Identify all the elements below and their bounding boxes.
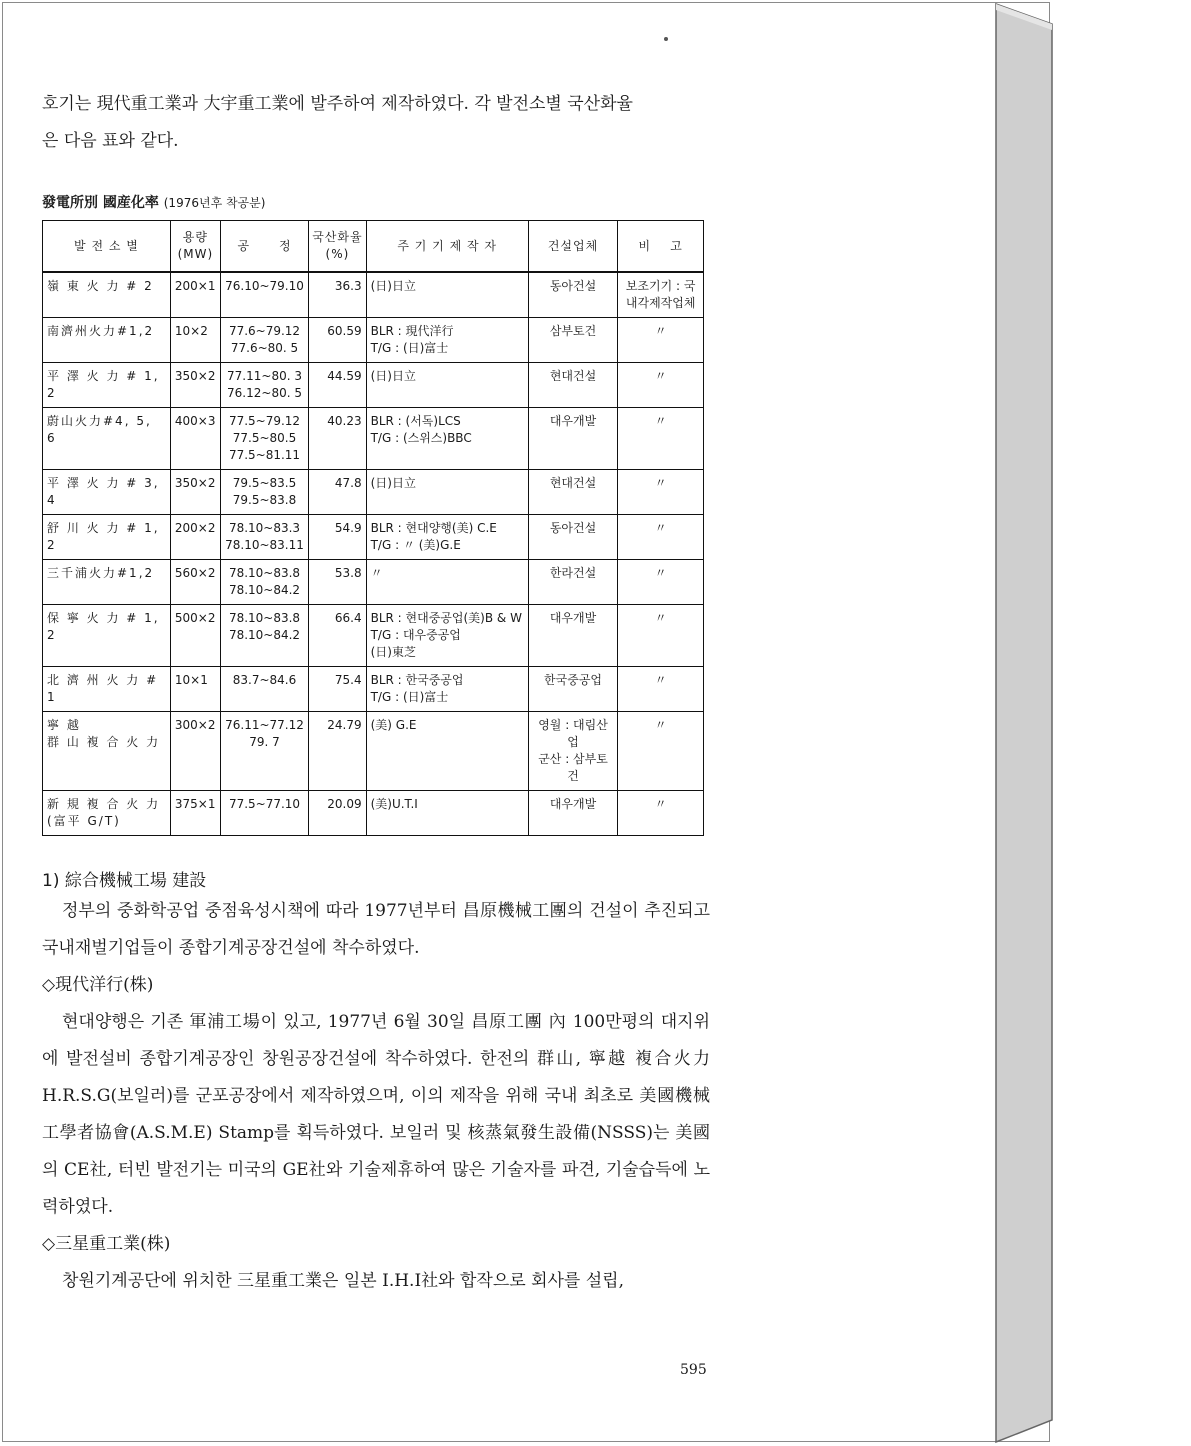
cell-period: 77.5~77.10 xyxy=(220,791,308,836)
cell-period: 76.11~77.12 79. 7 xyxy=(220,712,308,791)
table-row xyxy=(43,318,704,363)
header-note: 비 고 xyxy=(618,221,704,273)
cell-plant-name: 北 濟 州 火 力 # 1 xyxy=(43,667,171,712)
cell-builder: 한국중공업 xyxy=(528,667,618,712)
table-row xyxy=(43,515,704,560)
table-caption-title: 發電所別 國産化率 xyxy=(42,195,159,211)
table-row xyxy=(43,605,704,667)
cell-maker: (日)日立 xyxy=(366,470,528,515)
cell-builder: 현대건설 xyxy=(528,363,618,408)
table-body xyxy=(43,272,704,836)
cell-capacity: 10×2 xyxy=(170,318,220,363)
cell-builder: 영월 : 대림산업 군산 : 삼부토건 xyxy=(528,712,618,791)
cell-builder: 대우개발 xyxy=(528,791,618,836)
cell-note: 〃 xyxy=(618,408,704,470)
cell-rate: 44.59 xyxy=(309,363,366,408)
cell-period: 76.10~79.10 xyxy=(220,272,308,318)
cell-builder: 동아건설 xyxy=(528,272,618,318)
cell-builder: 삼부토건 xyxy=(528,318,618,363)
cell-rate: 20.09 xyxy=(309,791,366,836)
cell-plant-name: 三千浦火力#1,2 xyxy=(43,560,171,605)
company-paragraph-samsung: 창원기계공단에 위치한 三星重工業은 일본 I.H.I社와 합작으로 회사를 설립, xyxy=(62,1271,624,1291)
cell-capacity: 300×2 xyxy=(170,712,220,791)
cell-builder: 현대건설 xyxy=(528,470,618,515)
cell-plant-name: 嶺 東 火 力 # 2 xyxy=(43,272,171,318)
cell-rate: 47.8 xyxy=(309,470,366,515)
cell-maker: BLR : 한국중공업 T/G : (日)富士 xyxy=(366,667,528,712)
cell-builder: 대우개발 xyxy=(528,605,618,667)
cell-note: 보조기기 : 국 내각제작업체 xyxy=(618,272,704,318)
header-capacity: 용량 (MW) xyxy=(170,221,220,273)
cell-maker: BLR : (서독)LCS T/G : (스위스)BBC xyxy=(366,408,528,470)
cell-period: 78.10~83.8 78.10~84.2 xyxy=(220,560,308,605)
cell-maker: (日)日立 xyxy=(366,272,528,318)
cell-maker: 〃 xyxy=(366,560,528,605)
cell-plant-name: 平 澤 火 力 # 1, 2 xyxy=(43,363,171,408)
company-paragraph-hyundai: 현대양행은 기존 軍浦工場이 있고, 1977년 6월 30일 昌原工團 內 100만평의 대지위에 발전설비 종합기계공장인 창원공장건설에 착수하였다. 한전의 群山, 寧越 複合火力 H.R.S.G(보일러)를 군포공장에서 제작하였으며, 이의 제작을 위해 국내 최초로 美國機械工學者協會(A.S.M.E) Stamp를 획득하였다. 보일러 및 核蒸氣發生設備(NSSS)는 美國의 CE社, 터빈 발전기는 미국의 GE社와 기술제휴하여 많은 기술자를 파견, 기술습득에 노력하였다. xyxy=(42,1012,710,1217)
cell-maker: (日)日立 xyxy=(366,363,528,408)
table-row xyxy=(43,470,704,515)
cell-rate: 40.23 xyxy=(309,408,366,470)
cell-capacity: 200×2 xyxy=(170,515,220,560)
cell-capacity: 10×1 xyxy=(170,667,220,712)
cell-maker: (美) G.E xyxy=(366,712,528,791)
cell-period: 77.5~79.12 77.5~80.5 77.5~81.11 xyxy=(220,408,308,470)
cell-capacity: 400×3 xyxy=(170,408,220,470)
table-row xyxy=(43,408,704,470)
cell-period: 79.5~83.5 79.5~83.8 xyxy=(220,470,308,515)
header-rate: 국산화율 (%) xyxy=(309,221,366,273)
cell-note: 〃 xyxy=(618,712,704,791)
page-content xyxy=(42,86,710,1300)
cell-rate: 66.4 xyxy=(309,605,366,667)
table-row xyxy=(43,667,704,712)
cell-plant-name: 平 澤 火 力 # 3, 4 xyxy=(43,470,171,515)
cell-capacity: 500×2 xyxy=(170,605,220,667)
cell-period: 83.7~84.6 xyxy=(220,667,308,712)
cell-note: 〃 xyxy=(618,560,704,605)
cell-maker: BLR : 현대중공업(美)B & W T/G : 대우중공업 (日)東芝 xyxy=(366,605,528,667)
table-row xyxy=(43,560,704,605)
cell-rate: 36.3 xyxy=(309,272,366,318)
cell-rate: 24.79 xyxy=(309,712,366,791)
cell-capacity: 560×2 xyxy=(170,560,220,605)
cell-plant-name: 南濟州火力#1,2 xyxy=(43,318,171,363)
cell-builder: 동아건설 xyxy=(528,515,618,560)
scan-speck xyxy=(664,37,668,41)
section-title: 1) 綜合機械工場 建設 xyxy=(42,871,207,891)
table-row xyxy=(43,712,704,791)
cell-capacity: 350×2 xyxy=(170,363,220,408)
cell-builder: 한라건설 xyxy=(528,560,618,605)
cell-note: 〃 xyxy=(618,667,704,712)
cell-period: 77.6~79.12 77.6~80. 5 xyxy=(220,318,308,363)
cell-rate: 75.4 xyxy=(309,667,366,712)
cell-note: 〃 xyxy=(618,318,704,363)
cell-note: 〃 xyxy=(618,363,704,408)
table-caption xyxy=(42,192,710,212)
cell-note: 〃 xyxy=(618,605,704,667)
cell-period: 78.10~83.8 78.10~84.2 xyxy=(220,605,308,667)
page-number: 595 xyxy=(680,1362,707,1378)
cell-maker: BLR : 現代洋行 T/G : (日)富士 xyxy=(366,318,528,363)
table-row xyxy=(43,363,704,408)
intro-line-2: 은 다음 표와 같다. xyxy=(42,131,179,151)
header-period: 공 정 xyxy=(220,221,308,273)
cell-rate: 60.59 xyxy=(309,318,366,363)
cell-note: 〃 xyxy=(618,791,704,836)
header-builder: 건설업체 xyxy=(528,221,618,273)
cell-rate: 53.8 xyxy=(309,560,366,605)
cell-plant-name: 蔚山火力#4, 5, 6 xyxy=(43,408,171,470)
table-row xyxy=(43,272,704,318)
cell-period: 78.10~83.3 78.10~83.11 xyxy=(220,515,308,560)
cell-maker: BLR : 현대양행(美) C.E T/G : 〃 (美)G.E xyxy=(366,515,528,560)
cell-capacity: 350×2 xyxy=(170,470,220,515)
cell-period: 77.11~80. 3 76.12~80. 5 xyxy=(220,363,308,408)
intro-line-1: 호기는 現代重工業과 大宇重工業에 발주하여 제작하였다. 각 발전소별 국산화율 xyxy=(42,94,633,114)
header-maker: 주 기 기 제 작 자 xyxy=(366,221,528,273)
cell-note: 〃 xyxy=(618,470,704,515)
table-row xyxy=(43,791,704,836)
table-header-row xyxy=(43,221,704,273)
cell-capacity: 200×1 xyxy=(170,272,220,318)
cell-note: 〃 xyxy=(618,515,704,560)
company-heading-hyundai: ◇現代洋行(株) xyxy=(42,975,154,995)
cell-plant-name: 寧 越 群 山 複 合 火 力 xyxy=(43,712,171,791)
cell-rate: 54.9 xyxy=(309,515,366,560)
cell-maker: (美)U.T.I xyxy=(366,791,528,836)
cell-builder: 대우개발 xyxy=(528,408,618,470)
header-plant: 발 전 소 별 xyxy=(43,221,171,273)
cell-plant-name: 保 寧 火 力 # 1, 2 xyxy=(43,605,171,667)
company-heading-samsung: ◇三星重工業(株) xyxy=(42,1234,171,1254)
section-paragraph: 정부의 중화학공업 중점육성시책에 따라 1977년부터 昌原機械工團의 건설이 추진되고 국내재벌기업들이 종합기계공장건설에 착수하였다. xyxy=(42,901,710,958)
cell-plant-name: 舒 川 火 力 # 1, 2 xyxy=(43,515,171,560)
cell-plant-name: 新 規 複 合 火 力 (富平 G/T) xyxy=(43,791,171,836)
cell-capacity: 375×1 xyxy=(170,791,220,836)
localization-rate-table xyxy=(42,220,704,836)
table-caption-sub: (1976년후 착공분) xyxy=(163,196,266,210)
